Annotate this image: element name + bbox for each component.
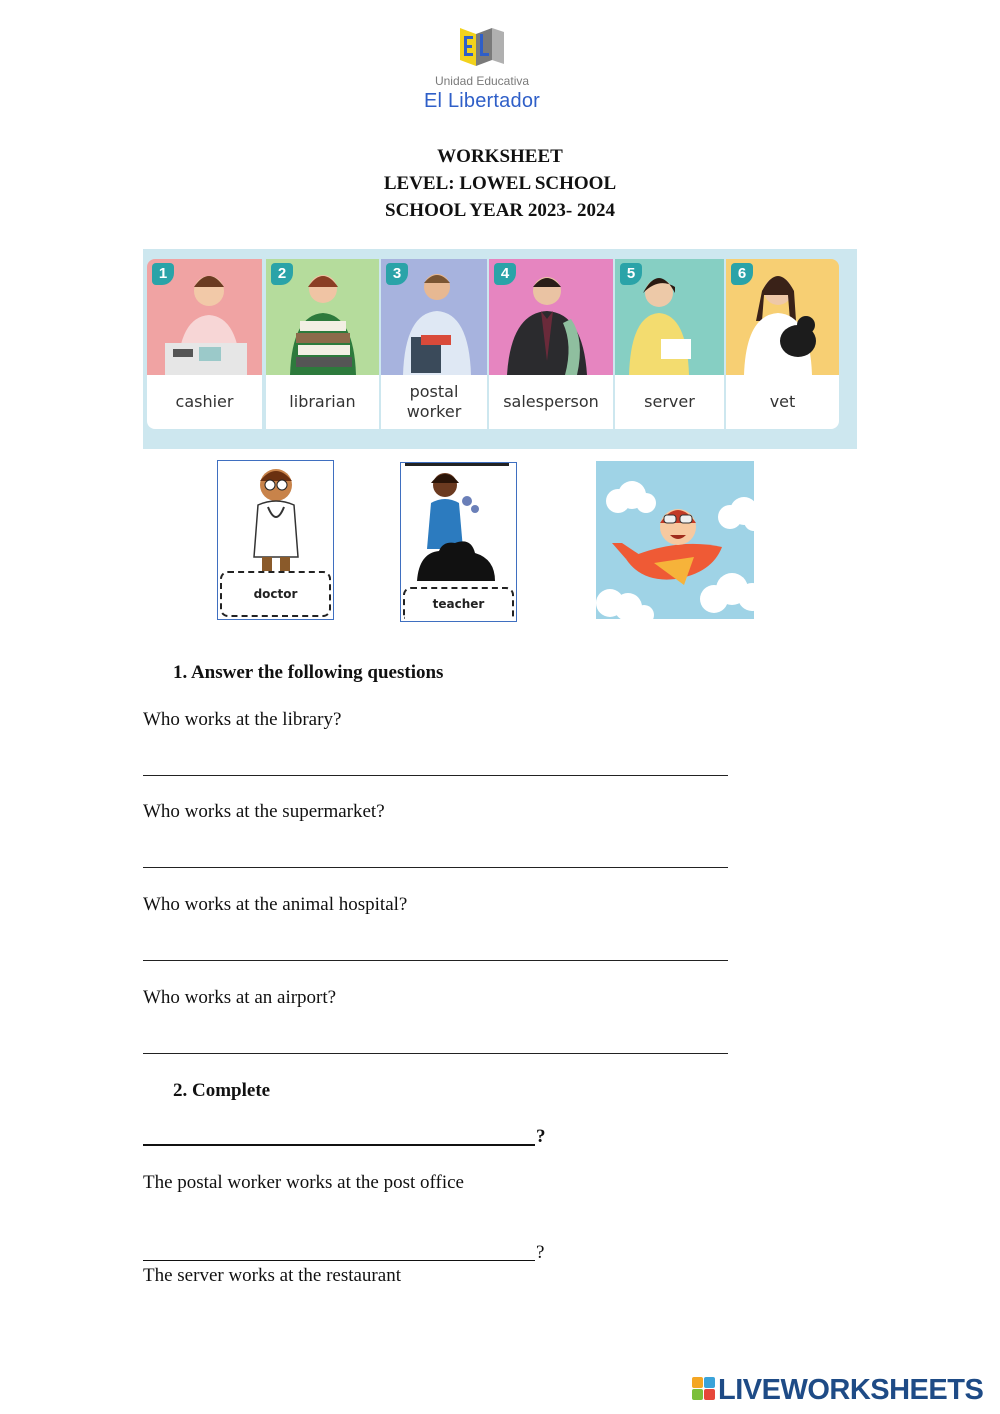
logo-square-icon: [692, 1389, 703, 1400]
job-label: salesperson: [489, 375, 613, 429]
flashcard-teacher: [400, 462, 517, 622]
worksheet-title: WORKSHEET: [437, 146, 563, 167]
job-label: postal worker: [381, 375, 487, 429]
logo-square-icon: [692, 1377, 703, 1388]
job-card-server: [613, 259, 724, 429]
watermark-text: LIVEWORKSHEETS: [718, 1374, 984, 1406]
worksheet-level: LEVEL: LOWEL SCHOOL: [383, 173, 617, 194]
job-number: 2: [271, 263, 293, 285]
school-logo-mark: [456, 22, 508, 70]
question-library: Who works at the library?: [143, 709, 342, 730]
liveworksheets-watermark: [690, 1374, 990, 1408]
doctor-illustration: [218, 461, 333, 575]
logo-square-icon: [704, 1389, 715, 1400]
question-airport: Who works at an airport?: [143, 987, 337, 1008]
answer-line-animal-hospital[interactable]: [143, 960, 728, 961]
job-label: server: [615, 375, 724, 429]
job-label: cashier: [147, 375, 262, 429]
job-number: 6: [731, 263, 753, 285]
job-number: 3: [386, 263, 408, 285]
question-mark: ?: [536, 1242, 545, 1263]
question-supermarket: Who works at the supermarket?: [143, 801, 385, 822]
logo-subtitle: Unidad Educativa: [434, 74, 530, 88]
job-card-librarian: [264, 259, 379, 429]
answer-line-supermarket[interactable]: [143, 867, 728, 868]
job-card-postal-worker: [379, 259, 487, 429]
flashcard-doctor: [217, 460, 334, 620]
jobs-vocabulary-strip: [143, 249, 857, 449]
teacher-illustration: [401, 463, 516, 583]
job-number: 4: [494, 263, 516, 285]
question-mark: ?: [536, 1126, 546, 1147]
complete-answer-1: The postal worker works at the post office: [143, 1172, 464, 1193]
complete-question-line-2[interactable]: [143, 1260, 535, 1261]
job-card-salesperson: [487, 259, 613, 429]
job-number: 1: [152, 263, 174, 285]
school-logo: [412, 14, 552, 114]
flashcard-label: teacher: [403, 587, 514, 619]
section-2-title: 2. Complete: [173, 1080, 271, 1101]
job-label: vet: [726, 375, 839, 429]
job-number: 5: [620, 263, 642, 285]
answer-line-library[interactable]: [143, 775, 728, 776]
worksheet-year: SCHOOL YEAR 2023- 2024: [385, 200, 615, 221]
job-label: librarian: [266, 375, 379, 429]
question-animal-hospital: Who works at the animal hospital?: [143, 894, 408, 915]
section-1-title: 1. Answer the following questions: [173, 662, 444, 683]
job-card-cashier: [147, 259, 262, 429]
logo-square-icon: [704, 1377, 715, 1388]
complete-answer-2: The server works at the restaurant: [143, 1265, 401, 1286]
answer-line-airport[interactable]: [143, 1053, 728, 1054]
complete-question-line-1[interactable]: [143, 1144, 535, 1146]
flashcard-label: doctor: [220, 571, 331, 617]
job-card-vet: [724, 259, 839, 429]
pilot-illustration: [596, 461, 754, 619]
logo-title: El Libertador: [424, 90, 540, 112]
